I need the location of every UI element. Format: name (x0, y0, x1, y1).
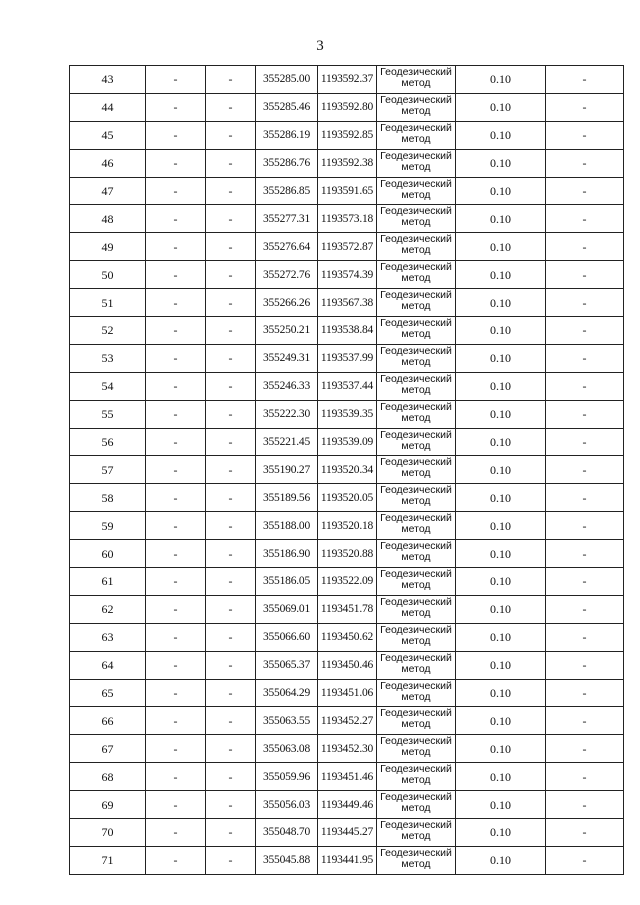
empty-value-cell: - (206, 846, 256, 874)
empty-value-cell: - (146, 317, 206, 345)
method-cell: Геодезический метод (377, 317, 456, 345)
accuracy-cell: 0.10 (456, 205, 546, 233)
y-coordinate-cell: 1193537.44 (318, 372, 377, 400)
x-coordinate-cell: 355286.85 (256, 177, 318, 205)
empty-value-cell: - (206, 205, 256, 233)
table-row (70, 93, 624, 121)
table-row (70, 344, 624, 372)
x-coordinate-cell: 355063.55 (256, 707, 318, 735)
method-cell: Геодезический метод (377, 66, 456, 94)
table-row (70, 289, 624, 317)
note-cell: - (546, 428, 624, 456)
empty-value-cell: - (146, 540, 206, 568)
table-row (70, 707, 624, 735)
method-cell: Геодезический метод (377, 233, 456, 261)
page-number: 3 (316, 38, 324, 54)
accuracy-cell: 0.10 (456, 177, 546, 205)
accuracy-cell: 0.10 (456, 735, 546, 763)
method-cell: Геодезический метод (377, 177, 456, 205)
empty-value-cell: - (146, 456, 206, 484)
empty-value-cell: - (206, 735, 256, 763)
x-coordinate-cell: 355186.90 (256, 540, 318, 568)
method-cell: Геодезический метод (377, 205, 456, 233)
empty-value-cell: - (206, 707, 256, 735)
accuracy-cell: 0.10 (456, 763, 546, 791)
empty-value-cell: - (206, 66, 256, 94)
point-number-cell: 59 (70, 512, 146, 540)
empty-value-cell: - (206, 512, 256, 540)
y-coordinate-cell: 1193445.27 (318, 819, 377, 847)
x-coordinate-cell: 355059.96 (256, 763, 318, 791)
x-coordinate-cell: 355063.08 (256, 735, 318, 763)
note-cell: - (546, 93, 624, 121)
x-coordinate-cell: 355249.31 (256, 344, 318, 372)
x-coordinate-cell: 355045.88 (256, 846, 318, 874)
accuracy-cell: 0.10 (456, 289, 546, 317)
note-cell: - (546, 456, 624, 484)
note-cell: - (546, 735, 624, 763)
x-coordinate-cell: 355286.19 (256, 121, 318, 149)
table-row (70, 735, 624, 763)
y-coordinate-cell: 1193449.46 (318, 791, 377, 819)
point-number-cell: 55 (70, 400, 146, 428)
y-coordinate-cell: 1193592.38 (318, 149, 377, 177)
table-row (70, 121, 624, 149)
method-cell: Геодезический метод (377, 735, 456, 763)
empty-value-cell: - (146, 177, 206, 205)
point-number-cell: 48 (70, 205, 146, 233)
table-row (70, 261, 624, 289)
empty-value-cell: - (206, 651, 256, 679)
empty-value-cell: - (146, 289, 206, 317)
empty-value-cell: - (206, 623, 256, 651)
y-coordinate-cell: 1193592.37 (318, 66, 377, 94)
x-coordinate-cell: 355048.70 (256, 819, 318, 847)
y-coordinate-cell: 1193573.18 (318, 205, 377, 233)
table-row (70, 149, 624, 177)
y-coordinate-cell: 1193520.18 (318, 512, 377, 540)
empty-value-cell: - (146, 846, 206, 874)
note-cell: - (546, 317, 624, 345)
empty-value-cell: - (146, 623, 206, 651)
accuracy-cell: 0.10 (456, 512, 546, 540)
x-coordinate-cell: 355277.31 (256, 205, 318, 233)
note-cell: - (546, 568, 624, 596)
empty-value-cell: - (206, 177, 256, 205)
x-coordinate-cell: 355285.46 (256, 93, 318, 121)
empty-value-cell: - (206, 456, 256, 484)
y-coordinate-cell: 1193450.62 (318, 623, 377, 651)
y-coordinate-cell: 1193537.99 (318, 344, 377, 372)
x-coordinate-cell: 355266.26 (256, 289, 318, 317)
table-row (70, 540, 624, 568)
accuracy-cell: 0.10 (456, 372, 546, 400)
accuracy-cell: 0.10 (456, 623, 546, 651)
accuracy-cell: 0.10 (456, 149, 546, 177)
x-coordinate-cell: 355222.30 (256, 400, 318, 428)
method-cell: Геодезический метод (377, 344, 456, 372)
point-number-cell: 47 (70, 177, 146, 205)
accuracy-cell: 0.10 (456, 707, 546, 735)
point-number-cell: 64 (70, 651, 146, 679)
point-number-cell: 61 (70, 568, 146, 596)
method-cell: Геодезический метод (377, 93, 456, 121)
x-coordinate-cell: 355186.05 (256, 568, 318, 596)
note-cell: - (546, 372, 624, 400)
table-row (70, 791, 624, 819)
method-cell: Геодезический метод (377, 568, 456, 596)
point-number-cell: 70 (70, 819, 146, 847)
accuracy-cell: 0.10 (456, 568, 546, 596)
method-cell: Геодезический метод (377, 846, 456, 874)
table-row (70, 595, 624, 623)
note-cell: - (546, 205, 624, 233)
empty-value-cell: - (206, 568, 256, 596)
note-cell: - (546, 177, 624, 205)
table-row (70, 428, 624, 456)
y-coordinate-cell: 1193539.35 (318, 400, 377, 428)
note-cell: - (546, 707, 624, 735)
accuracy-cell: 0.10 (456, 121, 546, 149)
empty-value-cell: - (146, 763, 206, 791)
empty-value-cell: - (206, 595, 256, 623)
empty-value-cell: - (206, 261, 256, 289)
table-row (70, 679, 624, 707)
point-number-cell: 60 (70, 540, 146, 568)
point-number-cell: 50 (70, 261, 146, 289)
accuracy-cell: 0.10 (456, 819, 546, 847)
empty-value-cell: - (206, 372, 256, 400)
method-cell: Геодезический метод (377, 707, 456, 735)
accuracy-cell: 0.10 (456, 66, 546, 94)
y-coordinate-cell: 1193522.09 (318, 568, 377, 596)
method-cell: Геодезический метод (377, 512, 456, 540)
empty-value-cell: - (206, 317, 256, 345)
y-coordinate-cell: 1193450.46 (318, 651, 377, 679)
accuracy-cell: 0.10 (456, 233, 546, 261)
method-cell: Геодезический метод (377, 372, 456, 400)
empty-value-cell: - (146, 372, 206, 400)
empty-value-cell: - (146, 679, 206, 707)
note-cell: - (546, 233, 624, 261)
accuracy-cell: 0.10 (456, 344, 546, 372)
empty-value-cell: - (206, 400, 256, 428)
empty-value-cell: - (146, 428, 206, 456)
note-cell: - (546, 623, 624, 651)
method-cell: Геодезический метод (377, 289, 456, 317)
table-row (70, 484, 624, 512)
empty-value-cell: - (206, 679, 256, 707)
y-coordinate-cell: 1193592.80 (318, 93, 377, 121)
y-coordinate-cell: 1193451.78 (318, 595, 377, 623)
empty-value-cell: - (146, 261, 206, 289)
note-cell: - (546, 540, 624, 568)
empty-value-cell: - (206, 763, 256, 791)
method-cell: Геодезический метод (377, 623, 456, 651)
x-coordinate-cell: 355056.03 (256, 791, 318, 819)
y-coordinate-cell: 1193452.30 (318, 735, 377, 763)
y-coordinate-cell: 1193591.65 (318, 177, 377, 205)
empty-value-cell: - (206, 540, 256, 568)
accuracy-cell: 0.10 (456, 400, 546, 428)
note-cell: - (546, 763, 624, 791)
method-cell: Геодезический метод (377, 540, 456, 568)
empty-value-cell: - (206, 289, 256, 317)
empty-value-cell: - (206, 428, 256, 456)
empty-value-cell: - (146, 595, 206, 623)
y-coordinate-cell: 1193452.27 (318, 707, 377, 735)
y-coordinate-cell: 1193451.46 (318, 763, 377, 791)
empty-value-cell: - (146, 344, 206, 372)
empty-value-cell: - (146, 512, 206, 540)
method-cell: Геодезический метод (377, 819, 456, 847)
empty-value-cell: - (206, 484, 256, 512)
note-cell: - (546, 484, 624, 512)
note-cell: - (546, 595, 624, 623)
y-coordinate-cell: 1193572.87 (318, 233, 377, 261)
note-cell: - (546, 289, 624, 317)
accuracy-cell: 0.10 (456, 456, 546, 484)
method-cell: Геодезический метод (377, 428, 456, 456)
point-number-cell: 43 (70, 66, 146, 94)
empty-value-cell: - (146, 568, 206, 596)
method-cell: Геодезический метод (377, 651, 456, 679)
y-coordinate-cell: 1193441.95 (318, 846, 377, 874)
empty-value-cell: - (146, 484, 206, 512)
accuracy-cell: 0.10 (456, 679, 546, 707)
method-cell: Геодезический метод (377, 484, 456, 512)
note-cell: - (546, 261, 624, 289)
point-number-cell: 66 (70, 707, 146, 735)
y-coordinate-cell: 1193574.39 (318, 261, 377, 289)
method-cell: Геодезический метод (377, 261, 456, 289)
empty-value-cell: - (146, 707, 206, 735)
accuracy-cell: 0.10 (456, 651, 546, 679)
coordinates-table (69, 65, 624, 875)
method-cell: Геодезический метод (377, 791, 456, 819)
empty-value-cell: - (206, 344, 256, 372)
table-row (70, 205, 624, 233)
accuracy-cell: 0.10 (456, 261, 546, 289)
x-coordinate-cell: 355069.01 (256, 595, 318, 623)
y-coordinate-cell: 1193539.09 (318, 428, 377, 456)
table-row (70, 233, 624, 261)
accuracy-cell: 0.10 (456, 317, 546, 345)
table-row (70, 512, 624, 540)
empty-value-cell: - (206, 149, 256, 177)
x-coordinate-cell: 355272.76 (256, 261, 318, 289)
point-number-cell: 45 (70, 121, 146, 149)
table-row (70, 400, 624, 428)
table-row (70, 372, 624, 400)
method-cell: Геодезический метод (377, 595, 456, 623)
table-row (70, 317, 624, 345)
point-number-cell: 51 (70, 289, 146, 317)
x-coordinate-cell: 355276.64 (256, 233, 318, 261)
table-row (70, 568, 624, 596)
point-number-cell: 52 (70, 317, 146, 345)
method-cell: Геодезический метод (377, 679, 456, 707)
empty-value-cell: - (146, 205, 206, 233)
accuracy-cell: 0.10 (456, 846, 546, 874)
method-cell: Геодезический метод (377, 763, 456, 791)
point-number-cell: 62 (70, 595, 146, 623)
empty-value-cell: - (146, 93, 206, 121)
y-coordinate-cell: 1193520.88 (318, 540, 377, 568)
point-number-cell: 53 (70, 344, 146, 372)
note-cell: - (546, 846, 624, 874)
point-number-cell: 46 (70, 149, 146, 177)
note-cell: - (546, 149, 624, 177)
note-cell: - (546, 512, 624, 540)
accuracy-cell: 0.10 (456, 93, 546, 121)
x-coordinate-cell: 355250.21 (256, 317, 318, 345)
table-row (70, 623, 624, 651)
empty-value-cell: - (146, 233, 206, 261)
note-cell: - (546, 679, 624, 707)
table-row (70, 819, 624, 847)
method-cell: Геодезический метод (377, 121, 456, 149)
point-number-cell: 69 (70, 791, 146, 819)
table-row (70, 651, 624, 679)
point-number-cell: 58 (70, 484, 146, 512)
point-number-cell: 54 (70, 372, 146, 400)
x-coordinate-cell: 355189.56 (256, 484, 318, 512)
point-number-cell: 49 (70, 233, 146, 261)
point-number-cell: 63 (70, 623, 146, 651)
point-number-cell: 71 (70, 846, 146, 874)
note-cell: - (546, 121, 624, 149)
empty-value-cell: - (146, 651, 206, 679)
method-cell: Геодезический метод (377, 456, 456, 484)
y-coordinate-cell: 1193451.06 (318, 679, 377, 707)
table-row (70, 66, 624, 94)
empty-value-cell: - (206, 121, 256, 149)
table-row (70, 456, 624, 484)
y-coordinate-cell: 1193538.84 (318, 317, 377, 345)
empty-value-cell: - (206, 233, 256, 261)
empty-value-cell: - (146, 400, 206, 428)
y-coordinate-cell: 1193520.34 (318, 456, 377, 484)
x-coordinate-cell: 355221.45 (256, 428, 318, 456)
x-coordinate-cell: 355190.27 (256, 456, 318, 484)
accuracy-cell: 0.10 (456, 595, 546, 623)
empty-value-cell: - (146, 791, 206, 819)
y-coordinate-cell: 1193520.05 (318, 484, 377, 512)
note-cell: - (546, 400, 624, 428)
x-coordinate-cell: 355286.76 (256, 149, 318, 177)
empty-value-cell: - (206, 93, 256, 121)
table-row (70, 763, 624, 791)
note-cell: - (546, 66, 624, 94)
empty-value-cell: - (146, 149, 206, 177)
empty-value-cell: - (206, 819, 256, 847)
x-coordinate-cell: 355285.00 (256, 66, 318, 94)
point-number-cell: 57 (70, 456, 146, 484)
x-coordinate-cell: 355065.37 (256, 651, 318, 679)
note-cell: - (546, 819, 624, 847)
empty-value-cell: - (146, 735, 206, 763)
coordinates-table-body (70, 66, 624, 875)
point-number-cell: 67 (70, 735, 146, 763)
table-row (70, 846, 624, 874)
note-cell: - (546, 344, 624, 372)
point-number-cell: 56 (70, 428, 146, 456)
method-cell: Геодезический метод (377, 400, 456, 428)
method-cell: Геодезический метод (377, 149, 456, 177)
accuracy-cell: 0.10 (456, 791, 546, 819)
empty-value-cell: - (146, 66, 206, 94)
y-coordinate-cell: 1193592.85 (318, 121, 377, 149)
note-cell: - (546, 651, 624, 679)
point-number-cell: 65 (70, 679, 146, 707)
empty-value-cell: - (146, 819, 206, 847)
accuracy-cell: 0.10 (456, 540, 546, 568)
x-coordinate-cell: 355066.60 (256, 623, 318, 651)
x-coordinate-cell: 355064.29 (256, 679, 318, 707)
note-cell: - (546, 791, 624, 819)
accuracy-cell: 0.10 (456, 484, 546, 512)
accuracy-cell: 0.10 (456, 428, 546, 456)
table-row (70, 177, 624, 205)
x-coordinate-cell: 355188.00 (256, 512, 318, 540)
point-number-cell: 44 (70, 93, 146, 121)
empty-value-cell: - (146, 121, 206, 149)
x-coordinate-cell: 355246.33 (256, 372, 318, 400)
empty-value-cell: - (206, 791, 256, 819)
y-coordinate-cell: 1193567.38 (318, 289, 377, 317)
point-number-cell: 68 (70, 763, 146, 791)
